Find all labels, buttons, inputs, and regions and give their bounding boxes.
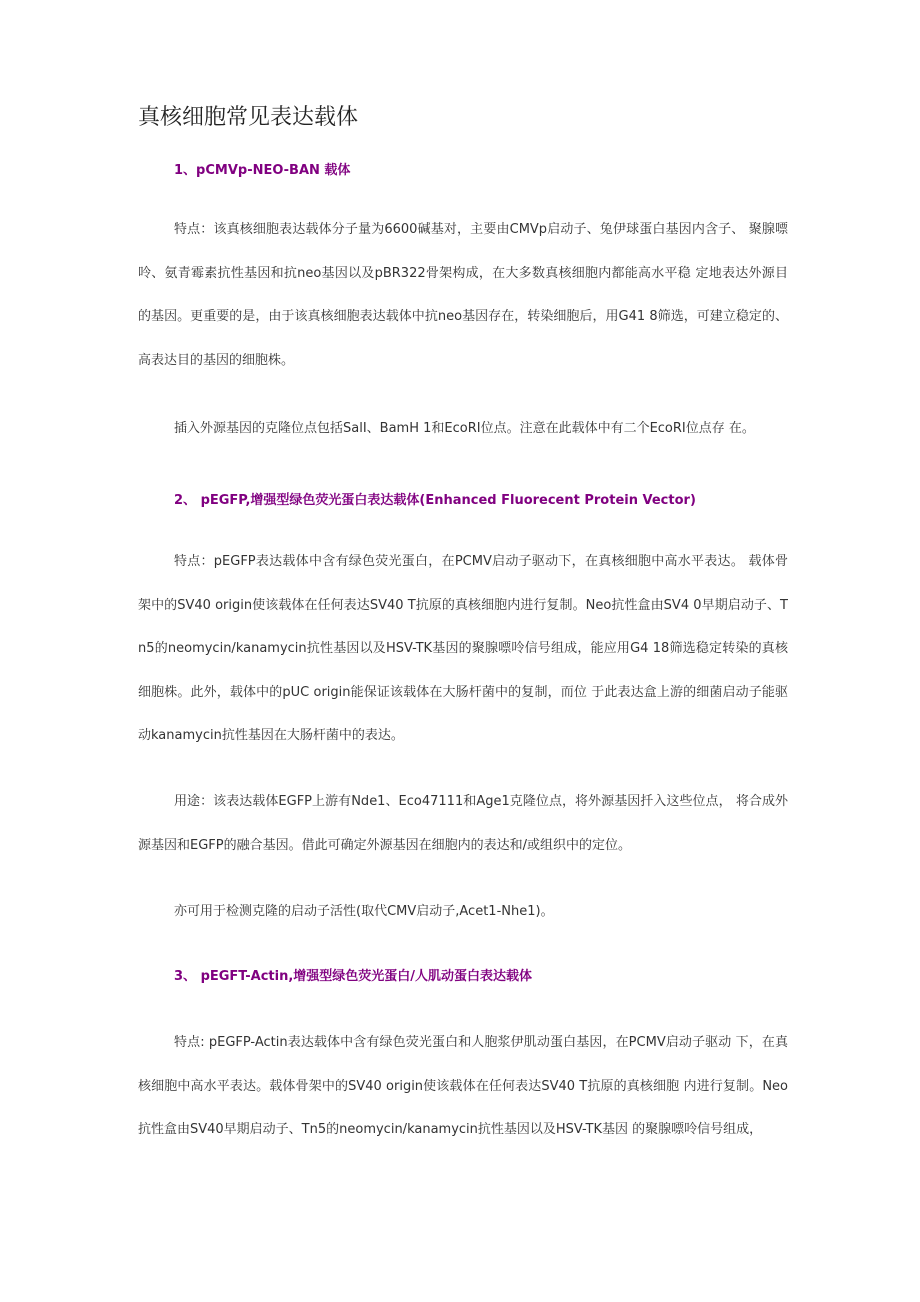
section-2-paragraph-2: 用途：该表达载体EGFP上游有Nde1、Eco47111和Age1克隆位点，将外源基因扦入这些位点， 将合成外源基因和EGFP的融合基因。借此可确定外源基因在细胞内的表达和/或组织中的定位。 bbox=[138, 794, 788, 853]
section-1-paragraph-2: 插入外源基因的克隆位点包括SalI、BamH 1和EcoRI位点。注意在此载体中有二个EcoRI位点存 在。 bbox=[174, 421, 755, 436]
page-title: 真核细胞常见表达载体 bbox=[138, 105, 359, 130]
section-2-paragraph-3: 亦可用于检测克隆的启动子活性(取代CMV启动子,Acet1-Nhe1)。 bbox=[174, 904, 554, 919]
section-heading-2: 2、 pEGFP,增强型绿色荧光蛋白表达载体(Enhanced Fluorecent Protein Vector) bbox=[174, 493, 696, 508]
section-heading-3: 3、 pEGFT-Actin,增强型绿色荧光蛋白/人肌动蛋白表达载体 bbox=[174, 969, 533, 984]
section-3-paragraph-1: 特点: pEGFP-Actin表达载体中含有绿色荧光蛋白和人胞浆伊肌动蛋白基因，在PCMV启动子驱动 下，在真核细胞中高水平表达。载体骨架中的SV40 origin使该载体在任何表达SV40 T抗原的真核细胞 内进行复制。Neo抗性盒由SV40早期启动子、Tn5的neomycin/kanamycin抗性基因以及HSV-TK基因 的聚腺嘌呤信号组成， bbox=[138, 1035, 788, 1137]
section-heading-1: 1、pCMVp-NEO-BAN 载体 bbox=[174, 163, 351, 178]
section-1-paragraph-1: 特点：该真核细胞表达载体分子量为6600碱基对，主要由CMVp启动子、兔伊球蛋白基因内含子、 聚腺嘌呤、氨青霉素抗性基因和抗neo基因以及pBR322骨架构成，在大多数真核细胞内都能高水平稳 定地表达外源目的基因。更重要的是，由于该真核细胞表达载体中抗neo基因存在，转染细胞后，用G41 8筛选，可建立稳定的、高表达目的基因的细胞株。 bbox=[138, 222, 788, 368]
section-2-paragraph-1: 特点：pEGFP表达载体中含有绿色荧光蛋白，在PCMV启动子驱动下，在真核细胞中高水平表达。 载体骨架中的SV40 origin使该载体在任何表达SV40 T抗原的真核细胞内进行复制。Neo抗性盒由SV4 0早期启动子、Tn5的neomycin/kanamycin抗性基因以及HSV-TK基因的聚腺嘌呤信号组成，能应用G4 18筛选稳定转染的真核细胞株。此外，载体中的pUC origin能保证该载体在大肠杆菌中的复制，而位 于此表达盒上游的细菌启动子能驱动kanamycin抗性基因在大肠杆菌中的表达。 bbox=[138, 554, 788, 743]
